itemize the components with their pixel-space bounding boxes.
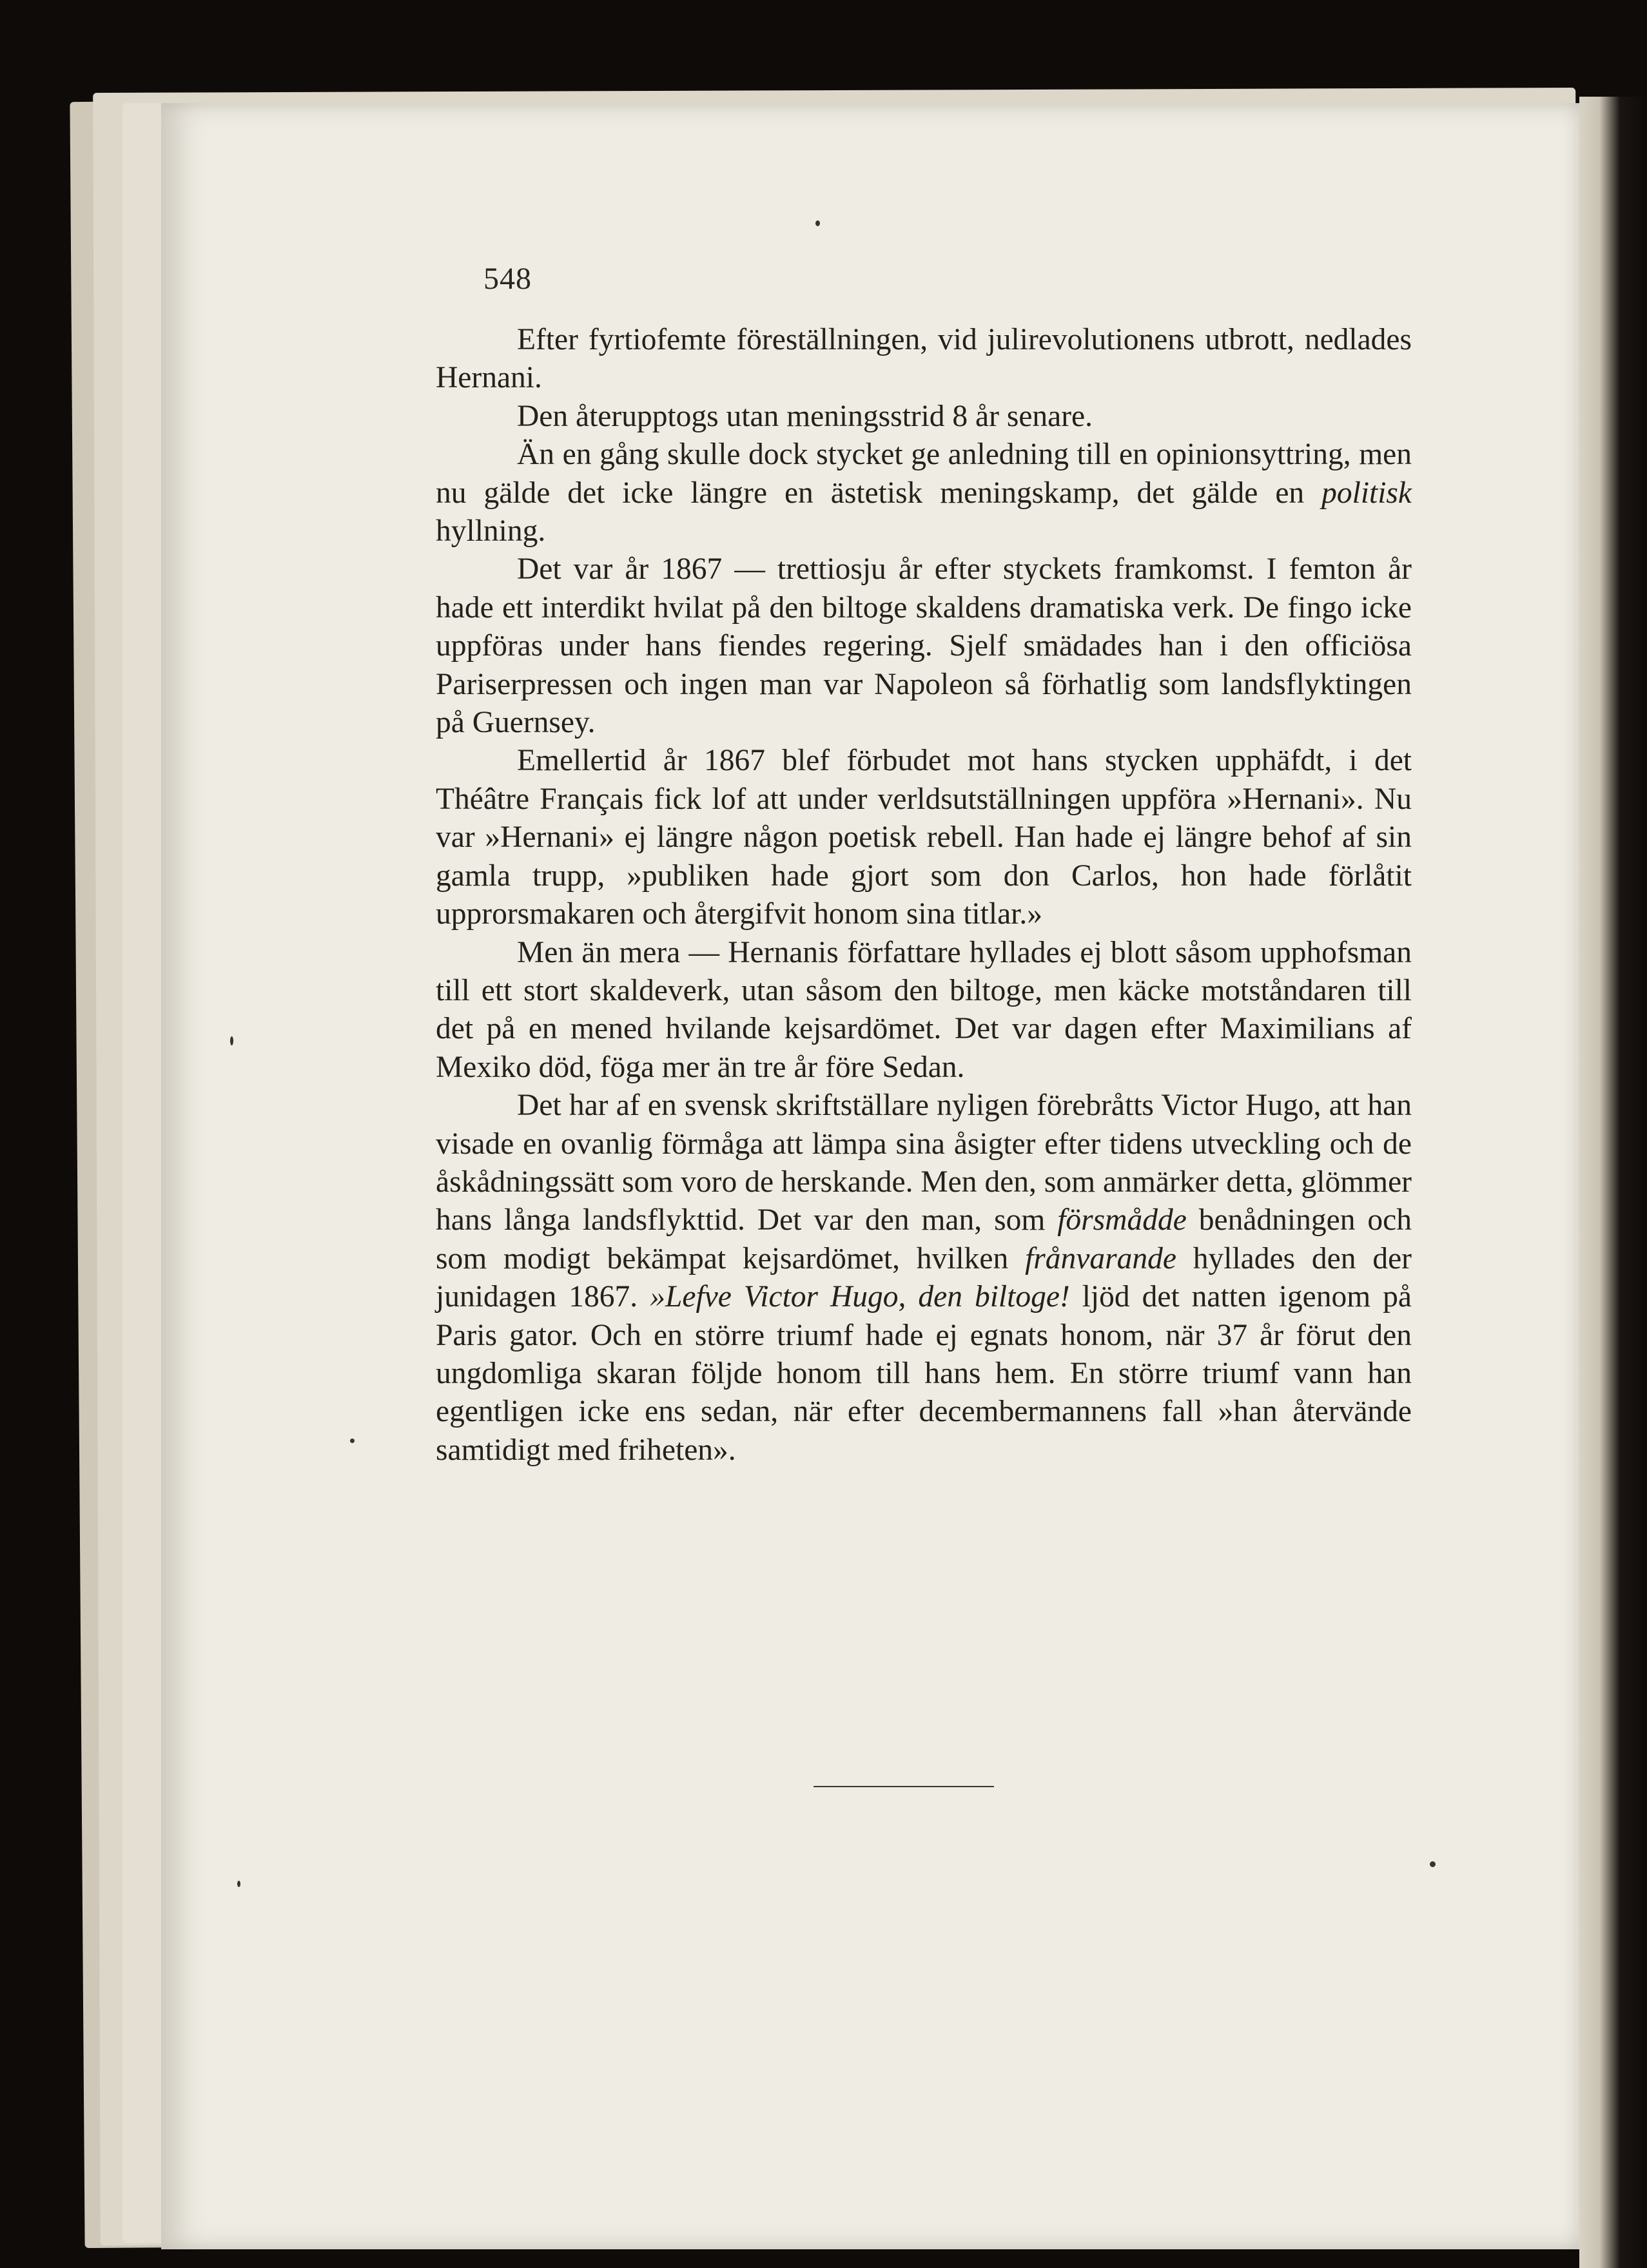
paper-speck (350, 1439, 355, 1443)
body-text (436, 321, 1412, 1469)
italic-text: försmådde (1057, 1203, 1187, 1237)
paragraph (436, 934, 1412, 1087)
text-run: Det har af en svensk skriftställare nyligen förebråtts Victor Hugo, att han visade en ovanlig förmåga att lämpa sina åsigter efter tidens utveckling och de åskådningssätt som voro de herskande. Men den, som anmärker detta, glömmer hans långa landsflykttid. Det var den man, som (436, 1089, 1412, 1237)
text-run: hyllning. (436, 514, 546, 548)
paragraph (436, 550, 1412, 742)
text-run: benådningen och som modigt bekämpat kejsardömet, hvilken (436, 1203, 1412, 1275)
text-run: Den återupptogs utan meningsstrid 8 år senare. (517, 399, 1093, 433)
paragraph (436, 1087, 1412, 1469)
paragraph (436, 436, 1412, 550)
paper-speck (1430, 1861, 1436, 1867)
text-run: Det var år 1867 — trettiosju år efter styckets framkomst. I femton år hade ett interdikt hvilat på den biltoge skaldens dramatiska verk. De fingo icke uppföras under hans fiendes regering. Sjelf smädades han i den officiösa Pariserpressen och ingen man var Napoleon så förhatlig som landsflyktingen på Guernsey. (436, 552, 1412, 740)
text-run: Än en gång skulle dock stycket ge anledning till en opinionsyttring, men nu gälde det icke längre en ästetisk meningskamp, det gälde en (436, 438, 1412, 510)
paper-speck (230, 1036, 233, 1045)
italic-text: frånvarande (1025, 1241, 1176, 1275)
paragraph (436, 398, 1412, 436)
paragraph (436, 321, 1412, 398)
book-spine-edge (1579, 97, 1647, 2268)
text-run: ljöd det natten igenom på Paris gator. Och en större triumf hade ej egnats honom, när 37 år förut den ungdomliga skaran följde honom till hans hem. En större triumf vann han egentligen icke ens sedan, när efter decembermannens fall »han återvände samtidigt med friheten». (436, 1280, 1412, 1467)
paragraph (436, 742, 1412, 933)
italic-text: »Lefve Victor Hugo, den biltoge! (650, 1280, 1070, 1314)
page-number: 548 (483, 262, 532, 296)
italic-text: politisk (1321, 476, 1412, 510)
text-run: hyllades den der junidagen 1867. (436, 1241, 1412, 1314)
section-rule (814, 1786, 994, 1787)
text-run: Efter fyrtiofemte föreställningen, vid julirevolutionens utbrott, nedlades Hernani. (436, 323, 1412, 395)
text-run: Emellertid år 1867 blef förbudet mot hans stycken upphäfdt, i det Théâtre Français fick lof att under verldsutställningen uppföra »Hernani». Nu var »Hernani» ej längre någon poetisk rebell. Han hade ej längre behof af sin gamla trupp, »publiken hade gjort som don Carlos, hon hade förlåtit upprorsmakaren och återgifvit honom sina titlar.» (436, 744, 1412, 931)
text-run: Men än mera — Hernanis författare hyllades ej blott såsom upphofsman till ett stort skaldeverk, utan såsom den biltoge, men käcke motståndaren till det på en mened hvilande kejsardömet. Det var dagen efter Maximilians af Mexiko död, föga mer än tre år före Sedan. (436, 935, 1412, 1084)
paper-speck (815, 220, 820, 226)
paper-speck (237, 1881, 240, 1887)
